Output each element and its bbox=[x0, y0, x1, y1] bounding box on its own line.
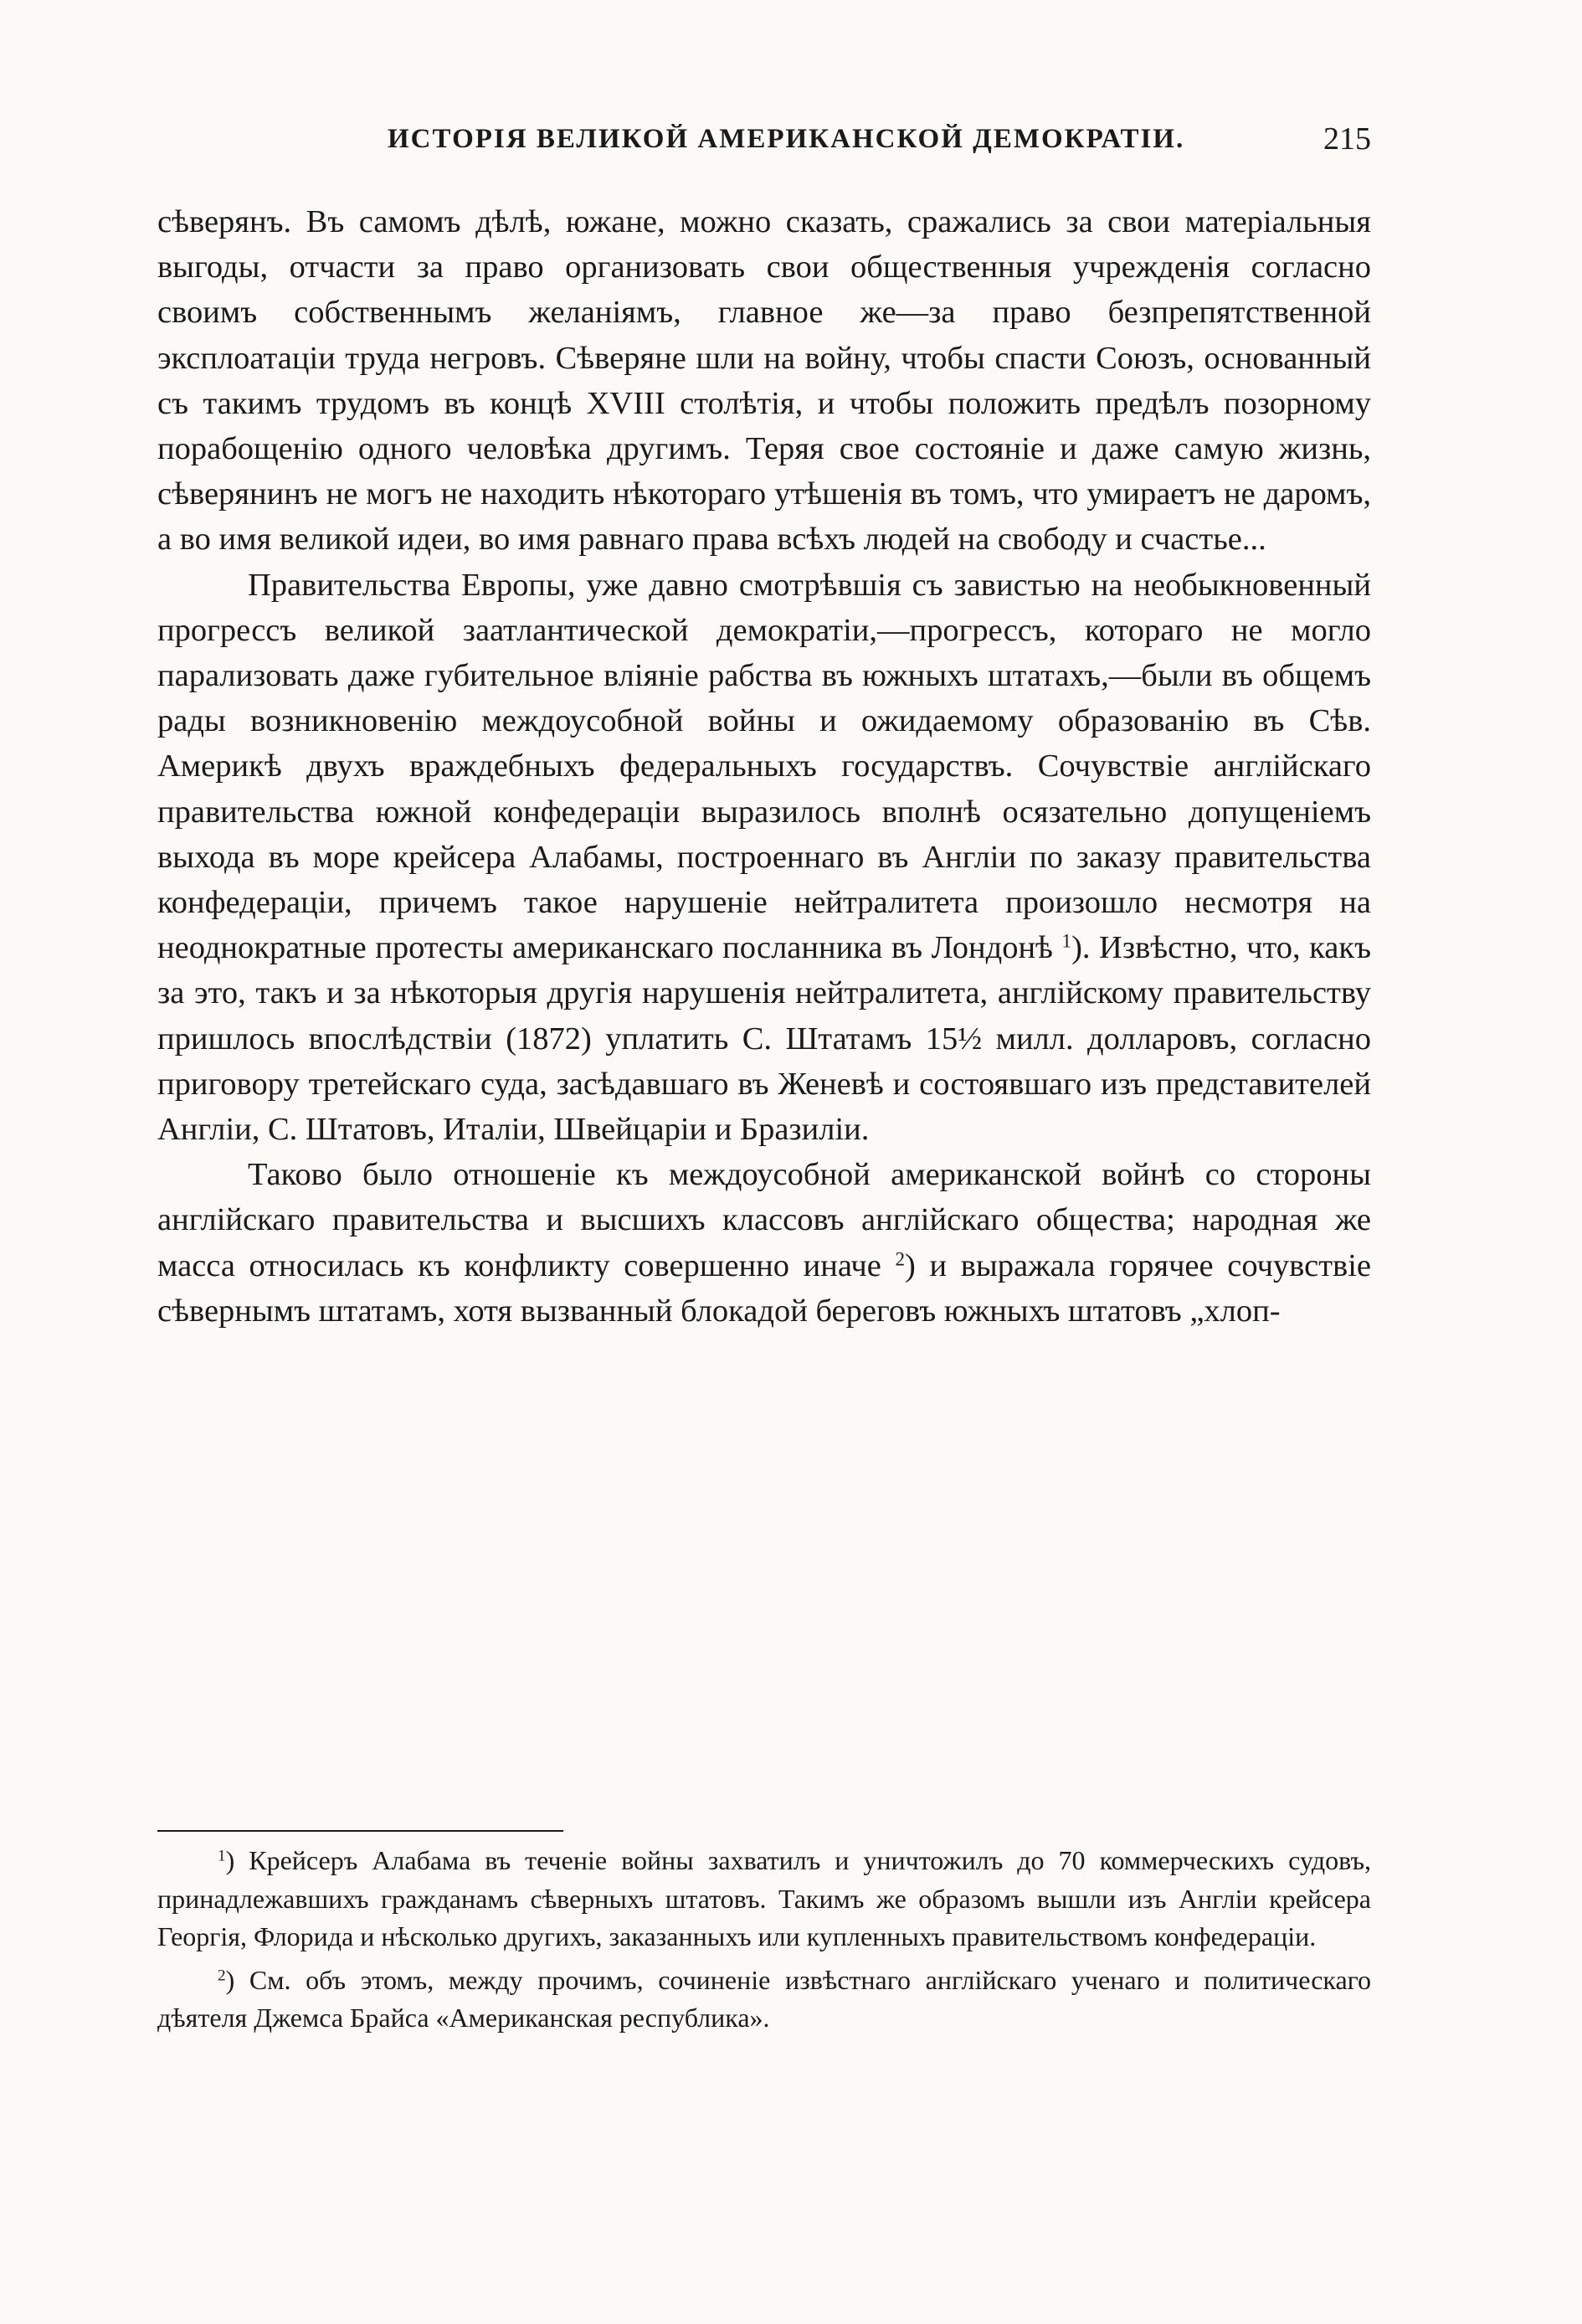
footnote-1 bbox=[157, 1842, 1371, 1956]
running-head bbox=[157, 121, 1371, 174]
footnote-1-text: ) Крейсеръ Алабама въ теченіе войны захватилъ и уничтожилъ до 70 коммерческихъ судовъ, принадлежавшихъ гражданамъ сѣверныхъ штатовъ. Такимъ же образомъ вышли изъ Англіи крейсера Георгія, Флорида и нѣсколько другихъ, заказанныхъ или купленныхъ правительствомъ конфедераціи. bbox=[157, 1845, 1371, 1951]
footnote-mark-2: 2 bbox=[218, 1966, 226, 1984]
footnote-2-text: ) См. объ этомъ, между прочимъ, сочиненіе извѣстнаго англійскаго ученаго и политическаго дѣятеля Джемса Брайса «Американская республика». bbox=[157, 1964, 1371, 2033]
paragraph-3 bbox=[157, 1152, 1371, 1334]
running-title: ИСТОРІЯ ВЕЛИКОЙ АМЕРИКАНСКОЙ ДЕМОКРАТІИ. bbox=[388, 124, 1185, 154]
footnotes bbox=[157, 1842, 1371, 2043]
footnote-ref-1: 1 bbox=[1061, 929, 1072, 952]
paragraph-2-part-2: ). Извѣстно, что, какъ за это, такъ и за нѣкоторыя другія нарушенія нейтралитета, англійскому правительству пришлось впослѣдствіи (1872) уплатить С. Штатамъ 15½ милл. долларовъ, согласно приговору третейскаго суда, засѣдавшаго въ Женевѣ и состоявшаго изъ представителей Англіи, С. Штатовъ, Италіи, Швейцаріи и Бразиліи. bbox=[157, 930, 1372, 1148]
paragraph-1: сѣверянъ. Въ самомъ дѣлѣ, южане, можно сказать, сражались за свои матеріальныя выгоды, отчасти за право организовать свои общественныя учрежденія согласно своимъ собственнымъ желаніямъ, главное же—за право безпрепятственной эксплоатаціи труда негровъ. Сѣверяне шли на войну, чтобы спасти Союзъ, основанный съ такимъ трудомъ въ концѣ XVIII столѣтія, и чтобы положить предѣлъ позорному порабощенію одного человѣка другимъ. Теряя свое состояніе и даже самую жизнь, сѣверянинъ не могъ не находить нѣкотораго утѣшенія въ томъ, что умираетъ не даромъ, а во имя великой идеи, во имя равнаго права всѣхъ людей на свободу и счастье... bbox=[157, 204, 1371, 558]
paragraph-2-part-1: Правительства Европы, уже давно смотрѣвшія съ завистью на необыкновенный прогрессъ великой заатлантической демократіи,—прогрессъ, котораго не могло парализовать даже губительное вліяніе рабства въ южныхъ штатахъ,—были въ общемъ рады возникновенію междоусобной войны и ожидаемому образованію въ Сѣв. Америкѣ двухъ враждебныхъ федеральныхъ государствъ. Сочувствіе англійскаго правительства южной конфедераціи выразилось вполнѣ осязательно допущеніемъ выхода въ море крейсера Алабамы, построеннаго въ Англіи по заказу правительства конфедераціи, причемъ такое нарушеніе нейтралитета произошло несмотря на неоднократные протесты американскаго посланника въ Лондонѣ bbox=[157, 567, 1371, 966]
paragraph-3-part-1: Таково было отношеніе къ междоусобной американской войнѣ со стороны англійскаго правительства и высшихъ классовъ англійскаго общества; народная же масса относилась къ конфликту совершенно иначе bbox=[157, 1157, 1371, 1283]
footnote-mark-1: 1 bbox=[218, 1847, 226, 1865]
footnote-divider bbox=[157, 1830, 563, 1832]
main-text bbox=[157, 199, 1371, 1334]
page-number: 215 bbox=[1323, 121, 1371, 157]
paragraph-2 bbox=[157, 563, 1371, 1153]
footnote-ref-2: 2 bbox=[895, 1247, 906, 1269]
footnote-2 bbox=[157, 1962, 1371, 2038]
paragraph-3-part-2: ) и выражала горячее сочувствіе сѣвернымъ штатамъ, хотя вызванный блокадой береговъ южныхъ штатовъ „хлоп- bbox=[157, 1247, 1372, 1329]
